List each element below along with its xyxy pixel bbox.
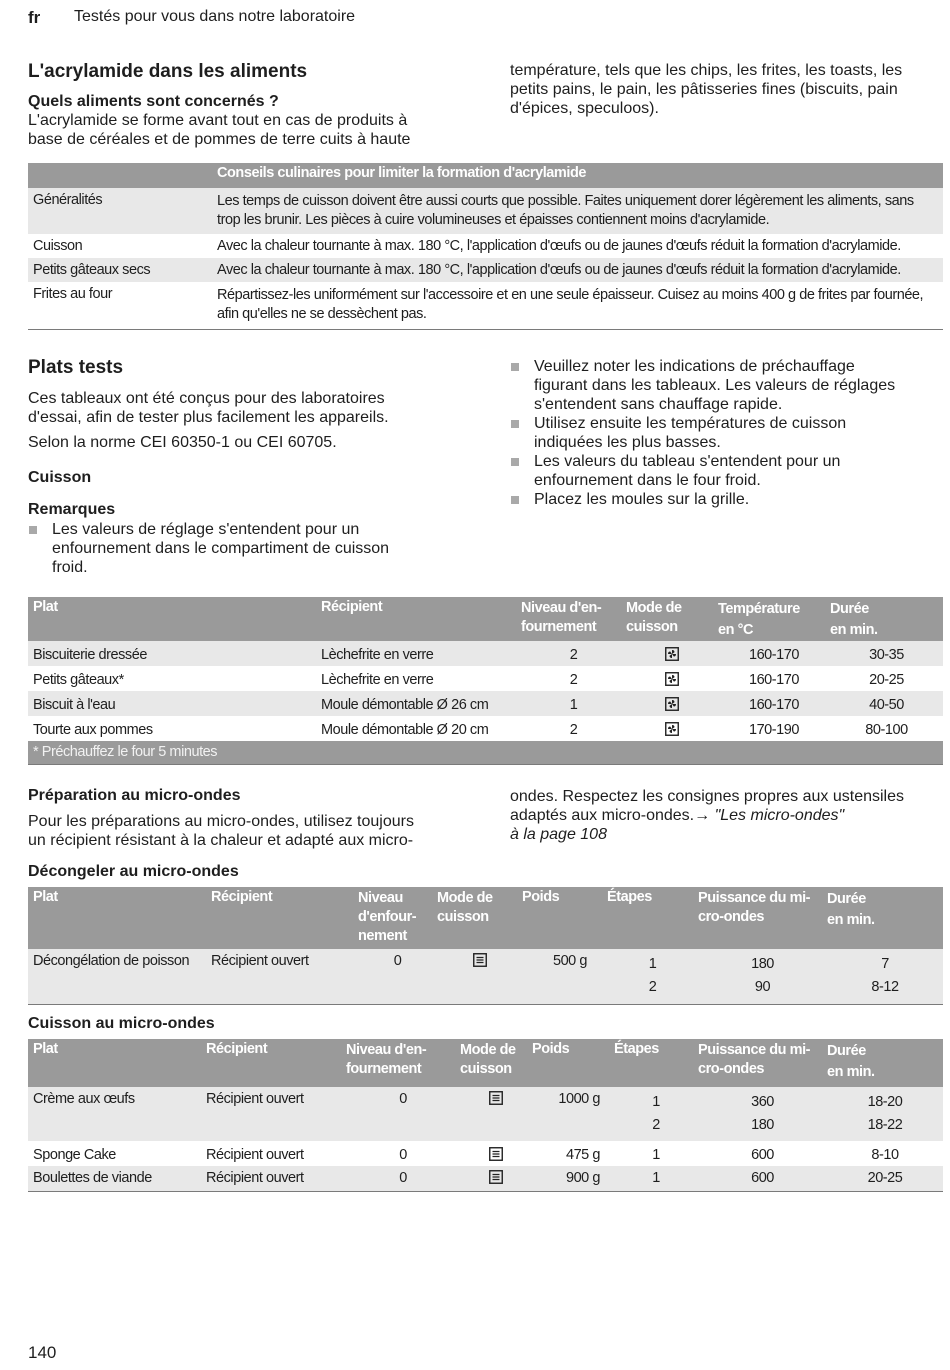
row-text	[217, 282, 943, 330]
table-row	[28, 1141, 943, 1166]
cell-puissance	[698, 1087, 827, 1141]
cell-line: 360	[751, 1094, 774, 1110]
text-line: Veuillez noter les indications de préchauffage	[534, 358, 855, 375]
header-line: Puissance du mi-	[698, 890, 811, 906]
cell-mode	[437, 949, 522, 1005]
cell-recipient: Récipient ouvert	[206, 1166, 346, 1192]
acrylamide-subtitle: Quels aliments sont concernés ?	[28, 93, 279, 110]
header-mode	[626, 597, 718, 641]
header-line: cro-ondes	[698, 1061, 765, 1077]
text-line: Placez les moules sur la grille.	[534, 491, 750, 508]
text-line: base de céréales et de pommes de terre cuits à haute	[28, 131, 411, 148]
text-line: Les valeurs de réglage s'entendent pour un	[52, 521, 360, 538]
text-line: figurant dans les tableaux. Les valeurs de réglages	[534, 377, 896, 394]
cuisson-heading: Cuisson	[28, 469, 92, 486]
cell-line: 2	[652, 1117, 660, 1133]
cell-line: 18-20	[867, 1094, 903, 1110]
mw-cook-table	[28, 1039, 943, 1192]
micro-text-left	[28, 812, 478, 850]
cell-puissance: 600	[698, 1166, 827, 1192]
cell-line: 1	[652, 1094, 660, 1110]
text-line: Ces tableaux ont été conçus pour des laboratoires	[28, 390, 385, 407]
cell-line: 180	[751, 956, 774, 972]
table-row	[28, 716, 943, 741]
cell-recipient: Récipient ouvert	[211, 949, 358, 1005]
cell-plat: Biscuit à l'eau	[28, 691, 321, 716]
cell-line: 18-22	[867, 1117, 903, 1133]
table-row	[28, 258, 943, 282]
header-plat: Plat	[28, 887, 211, 949]
header-cell: Conseils culinaires pour limiter la formation d'acrylamide	[217, 163, 943, 188]
header-mode	[460, 1039, 532, 1087]
header-recipient: Récipient	[206, 1039, 346, 1087]
header-niveau	[358, 887, 437, 949]
cell-plat: Crème aux œufs	[28, 1087, 206, 1141]
page-reference-link[interactable]: "Les micro-ondes"	[714, 807, 845, 824]
row-text	[217, 188, 943, 234]
cell-plat: Petits gâteaux*	[28, 666, 321, 691]
cell-line: 7	[881, 956, 889, 972]
micro-prep-title: Préparation au micro-ondes	[28, 787, 241, 804]
text-line: froid.	[52, 559, 88, 576]
arrow-icon: →	[694, 807, 711, 824]
header-line: nement	[358, 928, 407, 944]
header-mode	[437, 887, 522, 949]
text-line: petits pains, le pain, les pâtisseries fines (biscuits, pain	[510, 81, 898, 98]
header-temp	[718, 597, 830, 641]
hot-air-icon	[665, 697, 679, 711]
language-code: fr	[28, 8, 41, 27]
cell-line: 180	[751, 1117, 774, 1133]
defrost-title: Décongeler au micro-ondes	[28, 863, 239, 880]
header-etapes: Étapes	[607, 887, 698, 949]
cell-poids: 900 g	[532, 1166, 614, 1192]
bullet-item	[510, 357, 945, 414]
cell-recipient: Lèchefrite en verre	[321, 666, 521, 691]
header-plat: Plat	[28, 597, 321, 641]
table-row	[28, 641, 943, 666]
header-line: Mode de	[460, 1042, 516, 1058]
header-puissance	[698, 1039, 827, 1087]
header-line: Température	[718, 601, 800, 617]
cell-duree: 80-100	[830, 716, 943, 741]
header-line: en min.	[830, 622, 878, 638]
header-line: Puissance du mi-	[698, 1042, 811, 1058]
table-row	[28, 1087, 943, 1141]
cell-poids: 475 g	[532, 1141, 614, 1166]
cell-duree	[827, 949, 943, 1005]
acrylamide-text-left	[28, 111, 478, 149]
bullets-right	[510, 357, 945, 509]
header-line: d'enfour-	[358, 909, 417, 925]
text-line: L'acrylamide se forme avant tout en cas de produits à	[28, 112, 408, 129]
row-label: Petits gâteaux secs	[28, 258, 217, 282]
cell-temp: 170-190	[718, 716, 830, 741]
cell-niveau: 2	[521, 716, 626, 741]
header-line: cuisson	[626, 619, 678, 635]
header-line: Niveau d'en-	[521, 600, 602, 616]
cell-mode	[626, 716, 718, 741]
header-duree	[827, 887, 943, 949]
text-line: enfournement dans le compartiment de cuisson	[52, 540, 390, 557]
cell-recipient: Lèchefrite en verre	[321, 641, 521, 666]
text-line: afin qu'elles ne se dessèchent pas.	[217, 306, 427, 322]
table-footnote: * Préchauffez le four 5 minutes	[28, 741, 943, 765]
header-line: Mode de	[626, 600, 682, 616]
header-line: cuisson	[437, 909, 489, 925]
bullet-item	[510, 414, 945, 452]
header-line: Mode de	[437, 890, 493, 906]
cell-line: 8-12	[871, 979, 899, 995]
header-poids: Poids	[522, 887, 607, 949]
cell-etapes	[607, 949, 698, 1005]
cell-etapes: 1	[614, 1166, 698, 1192]
hot-air-icon	[665, 647, 679, 661]
microwave-icon	[489, 1091, 503, 1105]
micro-text-right	[510, 787, 945, 844]
cell-niveau: 0	[358, 949, 437, 1005]
cell-line: 90	[754, 979, 771, 995]
cell-line: 1	[648, 956, 657, 972]
table-row	[28, 282, 943, 330]
cell-mode	[626, 691, 718, 716]
cell-mode	[626, 666, 718, 691]
text-line: enfournement dans le four froid.	[534, 472, 761, 489]
cell-puissance	[698, 949, 827, 1005]
microwave-icon	[489, 1147, 503, 1161]
header-line: Niveau	[358, 890, 403, 906]
cell-line: 2	[648, 979, 657, 995]
header-line: cro-ondes	[698, 909, 765, 925]
cell-duree: 20-25	[827, 1166, 943, 1192]
page-reference-page[interactable]: à la page 108	[510, 826, 607, 843]
row-label: Cuisson	[28, 234, 217, 258]
acrylamide-tips-table	[28, 163, 943, 330]
row-label: Frites au four	[28, 282, 217, 330]
text-part: adaptés aux micro-ondes.	[510, 807, 695, 824]
microwave-icon	[473, 953, 487, 967]
cell-temp: 160-170	[718, 666, 830, 691]
bullet-item	[510, 452, 945, 490]
cell-duree: 8-10	[827, 1141, 943, 1166]
row-label: Généralités	[28, 188, 217, 234]
cell-duree: 20-25	[830, 666, 943, 691]
header-line: en °C	[718, 622, 753, 638]
table-header-row	[28, 597, 943, 641]
header-niveau	[346, 1039, 460, 1087]
table-header-row	[28, 1039, 943, 1087]
header-recipient: Récipient	[321, 597, 521, 641]
cell-niveau: 0	[346, 1166, 460, 1192]
cell-plat: Tourte aux pommes	[28, 716, 321, 741]
cell-niveau: 2	[521, 666, 626, 691]
text-line: un récipient résistant à la chaleur et adapté aux micro-	[28, 832, 414, 849]
cell-mode	[460, 1087, 532, 1141]
microwave-icon	[489, 1170, 503, 1184]
table-row	[28, 188, 943, 234]
cell-mode	[626, 641, 718, 666]
cell-etapes: 1	[614, 1141, 698, 1166]
cell-plat: Décongélation de poisson	[28, 949, 211, 1005]
text-line: Utilisez ensuite les températures de cuisson	[534, 415, 847, 432]
header-line: en min.	[827, 912, 875, 928]
header-line: en min.	[827, 1064, 875, 1080]
hot-air-icon	[665, 722, 679, 736]
table-row	[28, 691, 943, 716]
cell-mode	[460, 1166, 532, 1192]
header-plat: Plat	[28, 1039, 206, 1087]
header-recipient: Récipient	[211, 887, 358, 949]
text-line: trop les brunir. Les pièces à cuire volumineuses et épaisses contiennent moins d'acrylamide.	[217, 212, 770, 228]
page-number: 140	[28, 1343, 57, 1362]
footnote-row	[28, 741, 943, 765]
header-line: Durée	[830, 601, 869, 617]
cell-niveau: 0	[346, 1141, 460, 1166]
text-line: s'entendent sans chauffage rapide.	[534, 396, 783, 413]
cell-etapes	[614, 1087, 698, 1141]
text-line: ondes. Respectez les consignes propres aux ustensiles	[510, 788, 904, 805]
header-line: Durée	[827, 1043, 866, 1059]
header-duree	[827, 1039, 943, 1087]
table-row	[28, 1166, 943, 1192]
mw-cook-title: Cuisson au micro-ondes	[28, 1015, 215, 1032]
acrylamide-title: L'acrylamide dans les aliments	[28, 61, 308, 82]
cell-recipient: Récipient ouvert	[206, 1141, 346, 1166]
cell-puissance: 600	[698, 1141, 827, 1166]
plats-tests-title: Plats tests	[28, 357, 124, 378]
header-etapes: Étapes	[614, 1039, 698, 1087]
defrost-table	[28, 887, 943, 1005]
cell-temp: 160-170	[718, 641, 830, 666]
row-text: Avec la chaleur tournante à max. 180 °C, l'application d'œufs ou de jaunes d'œufs réduit la formation d'acrylamide.	[217, 258, 943, 282]
cell-niveau: 0	[346, 1087, 460, 1141]
cell-poids: 1000 g	[532, 1087, 614, 1141]
cell-niveau: 1	[521, 691, 626, 716]
text-line	[510, 806, 945, 825]
cell-plat: Boulettes de viande	[28, 1166, 206, 1192]
cell-recipient: Moule démontable Ø 20 cm	[321, 716, 521, 741]
text-line: indiquées les plus basses.	[534, 434, 721, 451]
running-header: Testés pour vous dans notre laboratoire	[74, 8, 356, 25]
text-line: d'épices, speculoos).	[510, 100, 659, 117]
table-header-row	[28, 163, 943, 188]
remarques-heading: Remarques	[28, 501, 116, 518]
header-line: Durée	[827, 891, 866, 907]
table-header-row	[28, 887, 943, 949]
header-line: fournement	[521, 619, 597, 635]
header-line: fournement	[346, 1061, 422, 1077]
plats-norm: Selon la norme CEI 60350-1 ou CEI 60705.	[28, 434, 337, 451]
table-row	[28, 234, 943, 258]
header-line: cuisson	[460, 1061, 512, 1077]
cell-recipient: Moule démontable Ø 26 cm	[321, 691, 521, 716]
cell-plat: Sponge Cake	[28, 1141, 206, 1166]
bullet-item	[28, 520, 482, 577]
table-row	[28, 949, 943, 1005]
cell-duree	[827, 1087, 943, 1141]
header-line: Niveau d'en-	[346, 1042, 427, 1058]
text-line: température, tels que les chips, les frites, les toasts, les	[510, 62, 903, 79]
cell-recipient: Récipient ouvert	[206, 1087, 346, 1141]
cell-duree: 40-50	[830, 691, 943, 716]
text-line: Les temps de cuisson doivent être aussi courts que possible. Faites uniquement dorer légèrement les aliments, sans	[217, 193, 914, 209]
plats-intro	[28, 389, 478, 427]
acrylamide-text-right	[510, 61, 945, 118]
cell-poids: 500 g	[522, 949, 607, 1005]
row-text: Avec la chaleur tournante à max. 180 °C, l'application d'œufs ou de jaunes d'œufs réduit la formation d'acrylamide.	[217, 234, 943, 258]
text-line: d'essai, afin de tester plus facilement les appareils.	[28, 409, 389, 426]
table-row	[28, 666, 943, 691]
cooking-table	[28, 597, 943, 765]
text-line: Pour les préparations au micro-ondes, utilisez toujours	[28, 813, 414, 830]
cell-niveau: 2	[521, 641, 626, 666]
cell-mode	[460, 1141, 532, 1166]
bullet-item	[510, 490, 945, 509]
cell-duree: 30-35	[830, 641, 943, 666]
text-line: Répartissez-les uniformément sur l'accessoire et en une seule épaisseur. Cuisez au moins 400 g de frites par fournée,	[217, 287, 924, 303]
hot-air-icon	[665, 672, 679, 686]
header-duree	[830, 597, 943, 641]
cell-plat: Biscuiterie dressée	[28, 641, 321, 666]
text-line: Les valeurs du tableau s'entendent pour un	[534, 453, 841, 470]
cell-temp: 160-170	[718, 691, 830, 716]
header-puissance	[698, 887, 827, 949]
header-cell	[28, 163, 217, 188]
header-poids: Poids	[532, 1039, 614, 1087]
header-niveau	[521, 597, 626, 641]
